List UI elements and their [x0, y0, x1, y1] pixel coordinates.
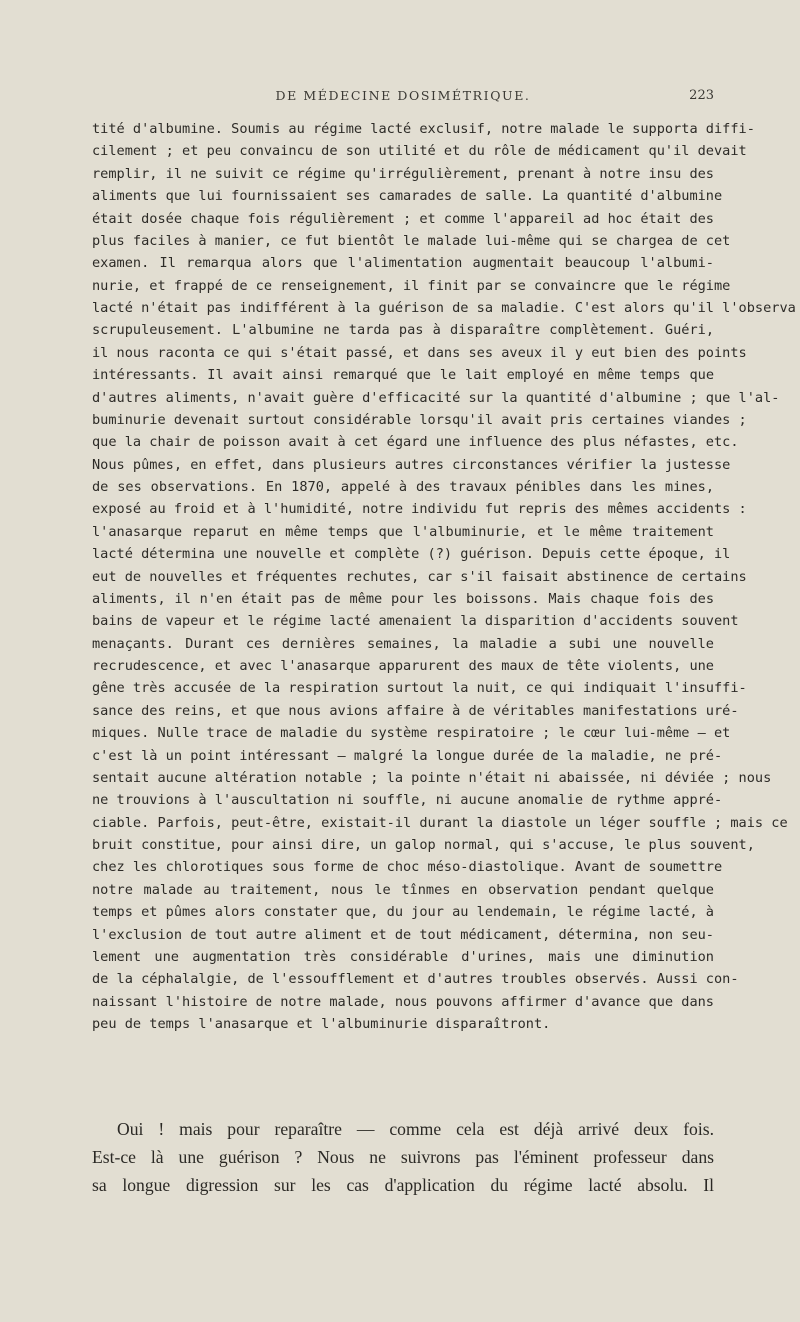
text-line: sance des reins, et que nous avions affaire à de véritables manifestations uré-: [92, 702, 739, 719]
running-title: DE MÉDECINE DOSIMÉTRIQUE.: [275, 88, 531, 103]
text-line: temps et pûmes alors constater que, du jour au lendemain, le régime lacté, à: [92, 904, 714, 921]
text-line: de ses observations. En 1870, appelé à des travaux pénibles dans les mines,: [92, 479, 714, 495]
text-line: chez les chlorotiques sous forme de choc méso-diastolique. Avant de soumettre: [92, 859, 723, 876]
text-line: Est-ce là une guérison ? Nous ne suivrons pas l'éminent professeur dans: [92, 1147, 714, 1167]
text-line: aliments que lui fournissaient ses camarades de salle. La quantité d'albumine: [92, 188, 723, 205]
text-line: remplir, il ne suivit ce régime qu'irrégulièrement, prenant à notre insu des: [92, 165, 714, 182]
text-line: examen. Il remarqua alors que l'alimentation augmentait beaucoup l'albumi-: [92, 255, 714, 272]
text-line: bains de vapeur et le régime lacté amenaient la disparition d'accidents souvent: [92, 613, 739, 630]
text-line: cilement ; et peu convaincu de son utilité et du rôle de médicament qu'il devait: [92, 143, 747, 160]
text-line: tité d'albumine. Soumis au régime lacté exclusif, notre malade le supporta diffi-: [92, 121, 755, 137]
text-line: miques. Nulle trace de maladie du système respiratoire ; le cœur lui-même — et: [92, 725, 731, 742]
text-line: d'autres aliments, n'avait guère d'efficacité sur la quantité d'albumine ; que l'al-: [92, 389, 780, 406]
text-line: que la chair de poisson avait à cet égard une influence des plus néfastes, etc.: [92, 434, 739, 451]
text-line: intéressants. Il avait ainsi remarqué que le lait employé en même temps que: [92, 367, 714, 384]
running-head: [92, 88, 714, 108]
text-line: ne trouvions à l'auscultation ni souffle, ni aucune anomalie de rythme appré-: [92, 792, 723, 809]
text-line: nurie, et frappé de ce renseignement, il finit par se convaincre que le régime: [92, 277, 731, 294]
text-line: exposé au froid et à l'humidité, notre individu fut repris des mêmes accidents :: [92, 501, 747, 518]
text-line: lement une augmentation très considérable d'urines, mais une diminution: [92, 948, 714, 965]
text-line: eut de nouvelles et fréquentes rechutes, car s'il faisait abstinence de certains: [92, 568, 747, 585]
commentary-text: [92, 1115, 714, 1199]
text-line: naissant l'histoire de notre malade, nous pouvons affirmer d'avance que dans: [92, 993, 714, 1010]
text-line: l'anasarque reparut en même temps que l'albuminurie, et le même traitement: [92, 523, 714, 540]
text-line: scrupuleusement. L'albumine ne tarda pas à disparaître complètement. Guéri,: [92, 322, 714, 339]
case-report-text: [92, 118, 796, 1035]
text-line: était dosée chaque fois régulièrement ; et comme l'appareil ad hoc était des: [92, 210, 714, 227]
text-line: gêne très accusée de la respiration surtout la nuit, ce qui indiquait l'insuffi-: [92, 680, 747, 697]
text-line: c'est là un point intéressant — malgré la longue durée de la maladie, ne pré-: [92, 747, 723, 764]
text-line: aliments, il n'en était pas de même pour les boissons. Mais chaque fois des: [92, 590, 714, 607]
text-line: lacté détermina une nouvelle et complète (?) guérison. Depuis cette époque, il: [92, 546, 731, 563]
text-line: Nous pûmes, en effet, dans plusieurs autres circonstances vérifier la justesse: [92, 456, 731, 473]
text-line: buminurie devenait surtout considérable lorsqu'il avait pris certaines viandes ;: [92, 411, 747, 428]
text-line: menaçants. Durant ces dernières semaines, la maladie a subi une nouvelle: [92, 635, 714, 652]
text-line: l'exclusion de tout autre aliment et de tout médicament, détermina, non seu-: [92, 926, 714, 943]
text-line: sentait aucune altération notable ; la pointe n'était ni abaissée, ni déviée ; nous: [92, 769, 772, 786]
text-line: peu de temps l'anasarque et l'albuminurie disparaîtront.: [92, 1016, 551, 1032]
text-line: ciable. Parfois, peut-être, existait-il durant la diastole un léger souffle ; mais ce: [92, 814, 788, 831]
page-number: 223: [689, 88, 714, 103]
text-line: Oui ! mais pour reparaître — comme cela est déjà arrivé deux fois.: [117, 1119, 714, 1139]
text-line: bruit constitue, pour ainsi dire, un galop normal, qui s'accuse, le plus souvent,: [92, 837, 755, 853]
text-line: sa longue digression sur les cas d'application du régime lacté absolu. Il: [92, 1175, 714, 1195]
text-line: il nous raconta ce qui s'était passé, et dans ses aveux il y eut bien des points: [92, 344, 747, 361]
text-line: notre malade au traitement, nous le tînmes en observation pendant quelque: [92, 881, 714, 898]
text-line: plus faciles à manier, ce fut bientôt le malade lui-même qui se chargea de cet: [92, 232, 731, 249]
text-line: de la céphalalgie, de l'essoufflement et d'autres troubles observés. Aussi con-: [92, 971, 739, 988]
text-line: recrudescence, et avec l'anasarque apparurent des maux de tête violents, une: [92, 658, 714, 674]
text-line: lacté n'était pas indifférent à la guérison de sa maladie. C'est alors qu'il l'observa: [92, 300, 796, 316]
